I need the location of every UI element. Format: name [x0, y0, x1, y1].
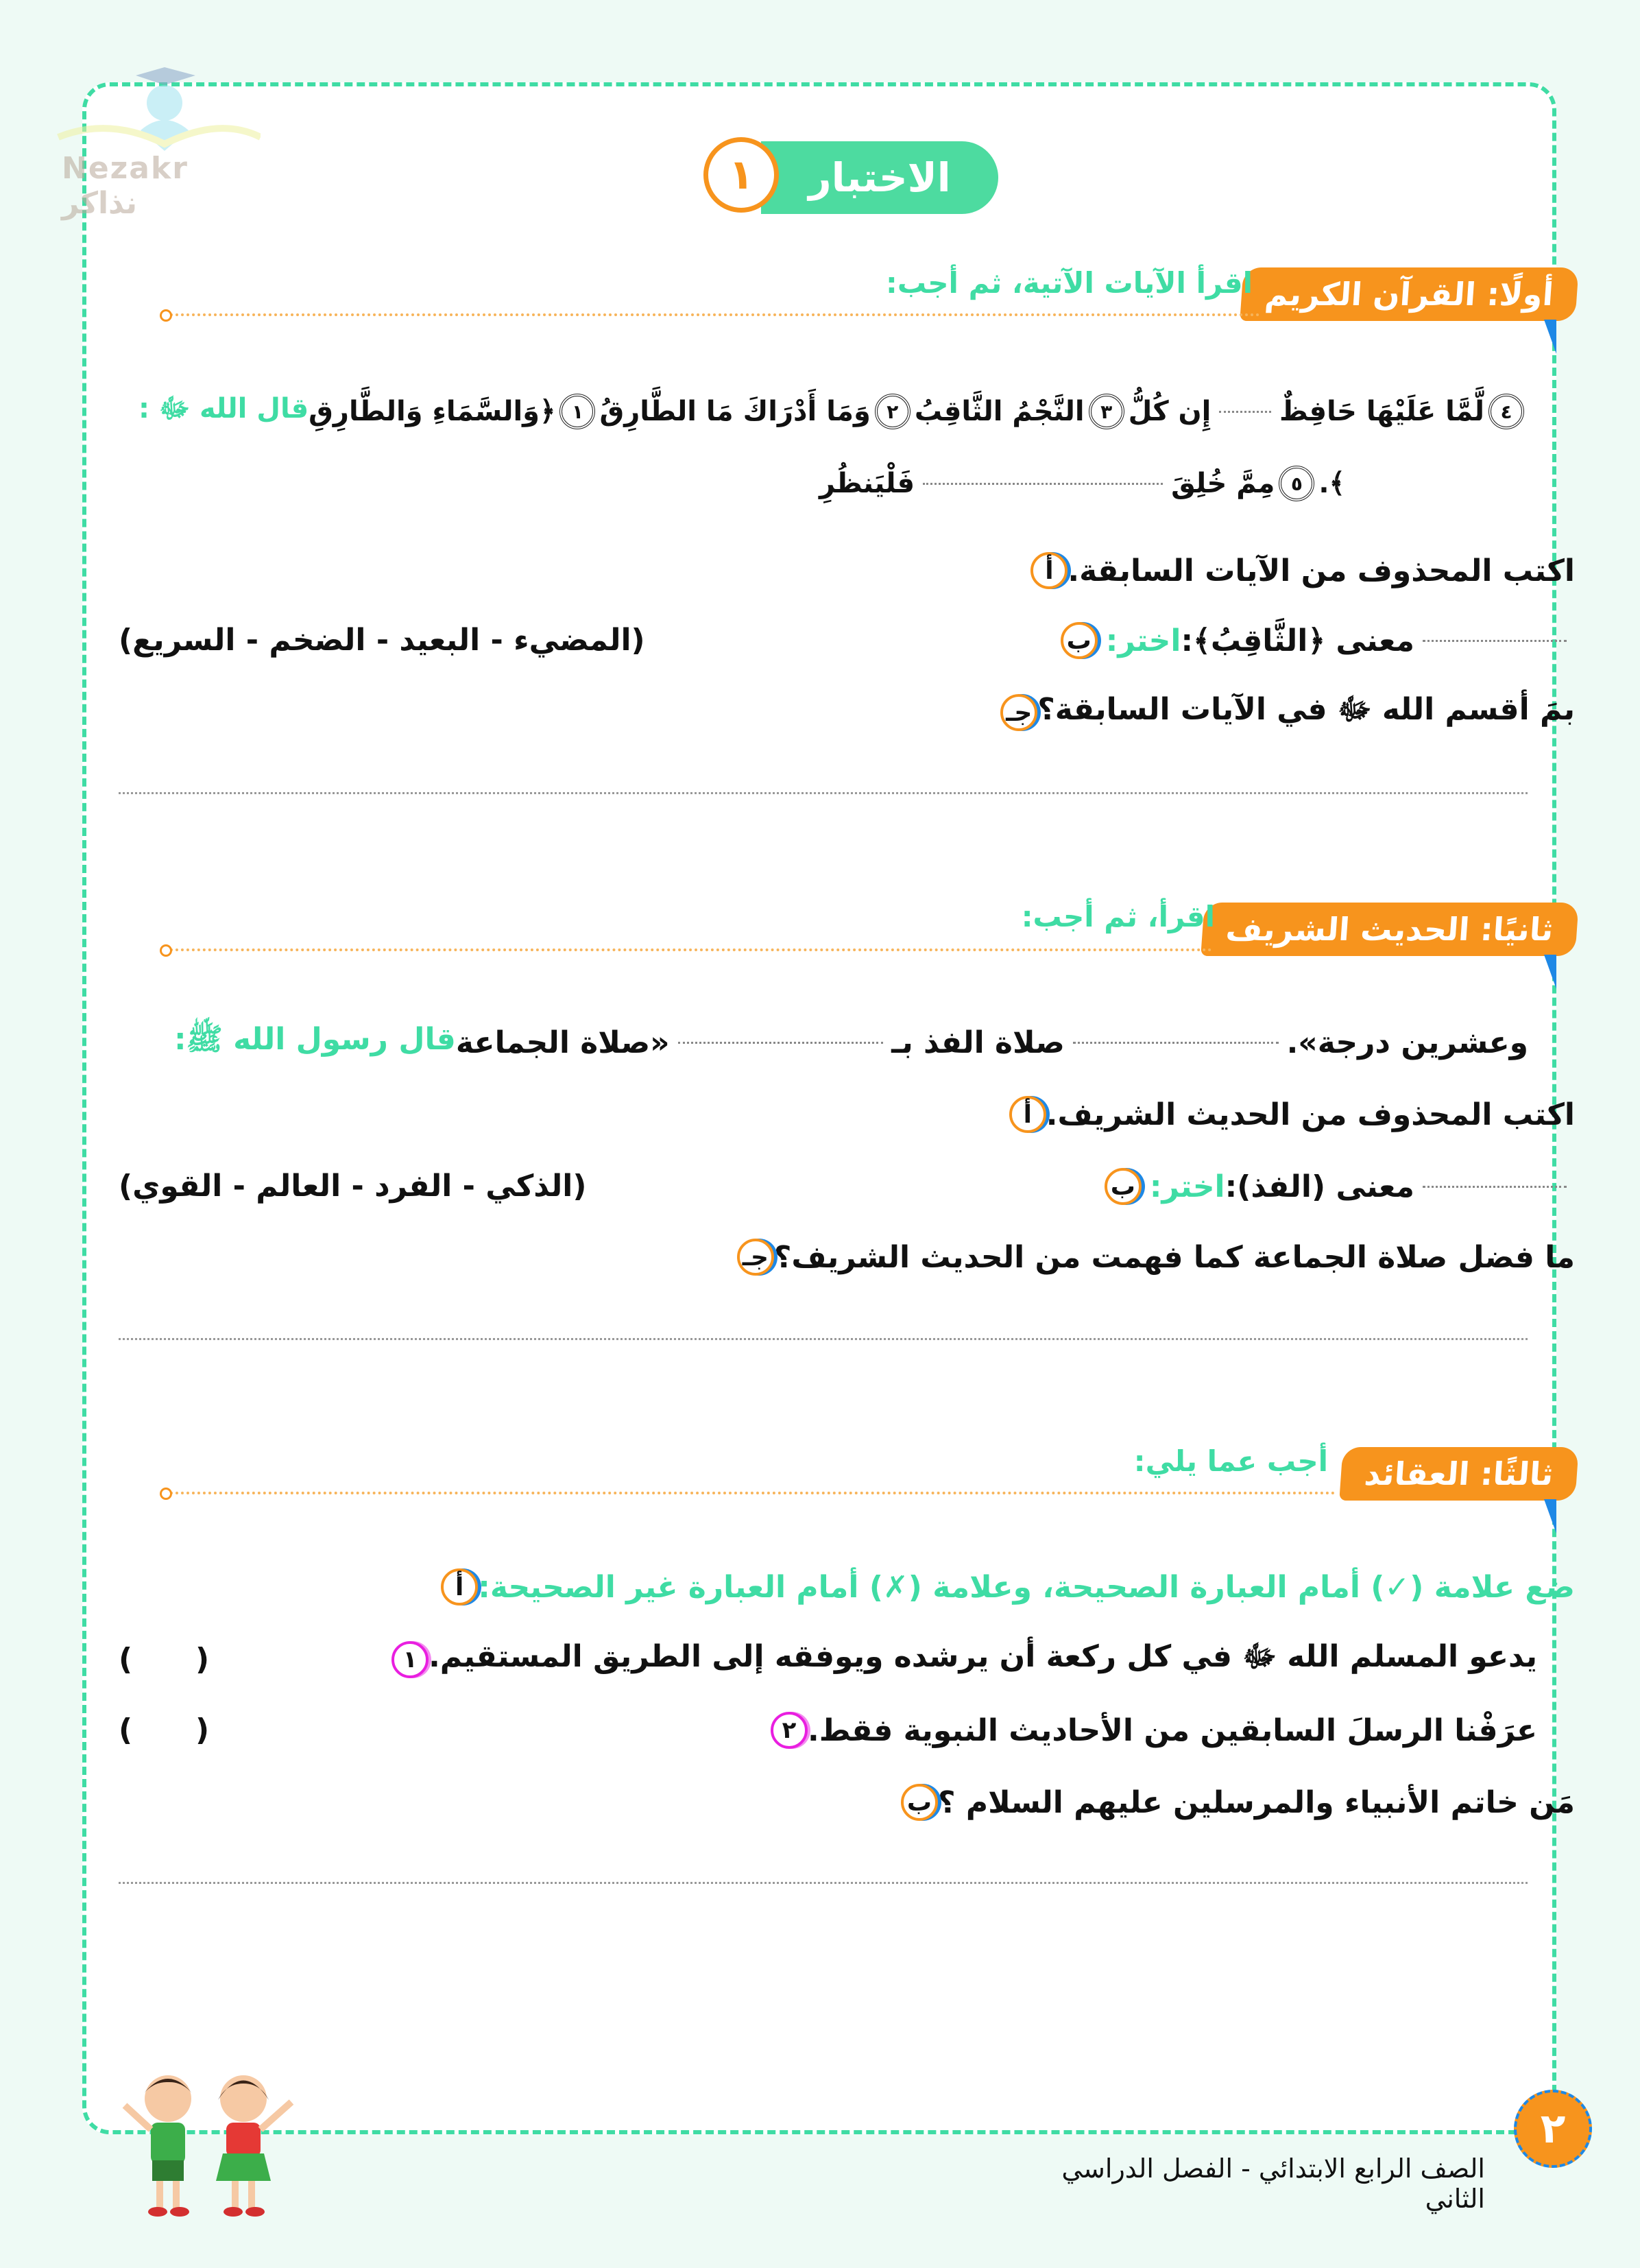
hadith-line — [165, 1020, 1528, 1064]
question-text: معنى ﴿الثَّاقِبُ﴾: — [1181, 623, 1414, 658]
fill-blank[interactable] — [1219, 411, 1271, 413]
verse-text: ﴾. — [1318, 468, 1345, 499]
item-text: يدعو المسلم الله ﷻ في كل ركعة أن يرشده ويوفقه إلى الطريق المستقيم. — [429, 1639, 1537, 1674]
page-number: ٢ — [1514, 2090, 1592, 2168]
item-number: ٢ — [771, 1712, 808, 1749]
question-text: معنى (الفذ): — [1225, 1169, 1414, 1204]
verse-text: ﴿وَالسَّمَاءِ وَالطَّارِقِ — [309, 396, 556, 427]
section-creed-tab: ثالثًا: العقائد — [1340, 1447, 1579, 1501]
fill-blank[interactable] — [1073, 1042, 1279, 1044]
tab-corner-decoration — [1544, 320, 1556, 354]
hadith-text: وعشرين درجة». — [1286, 1025, 1528, 1060]
verse-text: فَلْيَنظُرِ — [819, 468, 915, 499]
children-illustration — [117, 2057, 309, 2222]
question-1a — [1021, 549, 1575, 593]
question-marker: جـ — [737, 1239, 774, 1276]
question-1b — [1051, 619, 1575, 663]
question-2a — [1000, 1093, 1575, 1136]
fill-blank[interactable] — [678, 1042, 884, 1044]
section-hadith-subtitle: اقرأ، ثم أجب: — [1021, 900, 1215, 933]
verse-text: إِن كُلُّ — [1128, 396, 1211, 427]
divider-dot — [160, 309, 172, 322]
answer-blank[interactable] — [1423, 640, 1567, 642]
question-marker: ب — [901, 1784, 938, 1821]
question-text: مَن خاتم الأنبياء والمرسلين عليهم السلام ؟ — [937, 1784, 1575, 1820]
question-3b — [891, 1780, 1575, 1824]
answer-line[interactable] — [119, 792, 1528, 794]
tab-corner-decoration — [1544, 955, 1556, 989]
section-divider — [170, 1492, 1336, 1494]
verse-text: وَمَا أَدْرَاكَ مَا الطَّارِقُ — [599, 396, 871, 427]
question-lead: اختر: — [1149, 1169, 1225, 1204]
section-quran-subtitle: اقرأ الآيات الآتية، ثم أجب: — [886, 266, 1253, 300]
question-marker: أ — [1030, 552, 1068, 589]
graduate-book-icon — [55, 55, 261, 151]
question-text: ما فضل صلاة الجماعة كما فهمت من الحديث الشريف؟ — [773, 1239, 1575, 1275]
verse-line-1 — [130, 384, 1528, 439]
verse-text: مِمَّ خُلِقَ — [1171, 468, 1275, 499]
footer-text: الصف الرابع الابتدائي - الفصل الدراسي الثاني — [1061, 2153, 1485, 2214]
logo-text: Nezakr نذاكر — [62, 151, 189, 221]
section-hadith-tab: ثانيًا: الحديث الشريف — [1201, 903, 1579, 956]
hadith-text: «صلاة الجماعة — [455, 1025, 670, 1060]
verse-line-2 — [819, 456, 1345, 511]
answer-line[interactable] — [119, 1882, 1528, 1884]
question-marker: أ — [1009, 1096, 1046, 1133]
question-text: اكتب المحذوف من الحديث الشريف. — [1046, 1097, 1575, 1132]
item-text: عرَفْنا الرسلَ السابقين من الأحاديث النبوية فقط. — [807, 1712, 1537, 1748]
question-marker: جـ — [1000, 694, 1037, 731]
nezakr-logo — [55, 55, 261, 221]
question-text: اكتب المحذوف من الآيات السابقة. — [1068, 553, 1575, 588]
verse-intro: قال الله ﷻ : — [138, 393, 309, 425]
section-divider — [170, 313, 1260, 316]
item-number: ١ — [391, 1641, 429, 1678]
question-marker: أ — [441, 1568, 478, 1605]
section-quran-tab: أولًا: القرآن الكريم — [1240, 267, 1579, 321]
answer-box[interactable]: ( ) — [119, 1642, 210, 1677]
question-text: بمَ أقسم الله ﷻ في الآيات السابقة؟ — [1037, 692, 1575, 727]
test-title: الاختبار — [761, 141, 998, 214]
ayah-marker: ٤ — [1488, 394, 1524, 429]
divider-dot — [160, 1488, 172, 1500]
hadith-text: صلاة الفذ بـ — [891, 1025, 1065, 1060]
section-divider — [170, 948, 1212, 951]
question-1c — [991, 691, 1575, 735]
ayah-marker: ٣ — [1089, 394, 1124, 429]
divider-dot — [160, 944, 172, 957]
verse-text: لَّمَّا عَلَيْهَا حَافِظٌ — [1279, 396, 1484, 427]
true-false-item-1 — [382, 1638, 1537, 1682]
tab-corner-decoration — [1544, 1499, 1556, 1533]
test-number: ١ — [703, 137, 779, 213]
ayah-marker: ٥ — [1279, 466, 1314, 501]
answer-options: (الذكي - الفرد - العالم - القوي) — [119, 1169, 587, 1204]
question-marker: ب — [1061, 622, 1098, 659]
question-text: ضع علامة (✓) أمام العبارة الصحيحة، وعلامة (✗) أمام العبارة غير الصحيحة: — [478, 1569, 1575, 1605]
section-creed-subtitle: أجب عما يلي: — [1133, 1444, 1328, 1478]
question-2c — [727, 1235, 1575, 1279]
question-3a — [431, 1565, 1575, 1609]
answer-box[interactable]: ( ) — [119, 1712, 210, 1747]
answer-options: (المضيء - البعيد - الضخم - السريع) — [119, 623, 645, 658]
question-2b — [1095, 1165, 1575, 1208]
answer-line[interactable] — [119, 1338, 1528, 1340]
ayah-marker: ١ — [559, 394, 595, 429]
fill-blank[interactable] — [923, 483, 1163, 485]
hadith-intro: قال رسول الله ﷺ: — [174, 1022, 456, 1057]
girl-icon — [216, 2075, 291, 2217]
ayah-marker: ٢ — [875, 394, 911, 429]
answer-blank[interactable] — [1423, 1186, 1567, 1188]
boy-icon — [125, 2075, 192, 2217]
question-lead: اختر: — [1105, 623, 1181, 658]
verse-text: النَّجْمُ الثَّاقِبُ — [914, 396, 1085, 427]
true-false-item-2 — [761, 1708, 1537, 1752]
question-marker: ب — [1105, 1168, 1142, 1205]
